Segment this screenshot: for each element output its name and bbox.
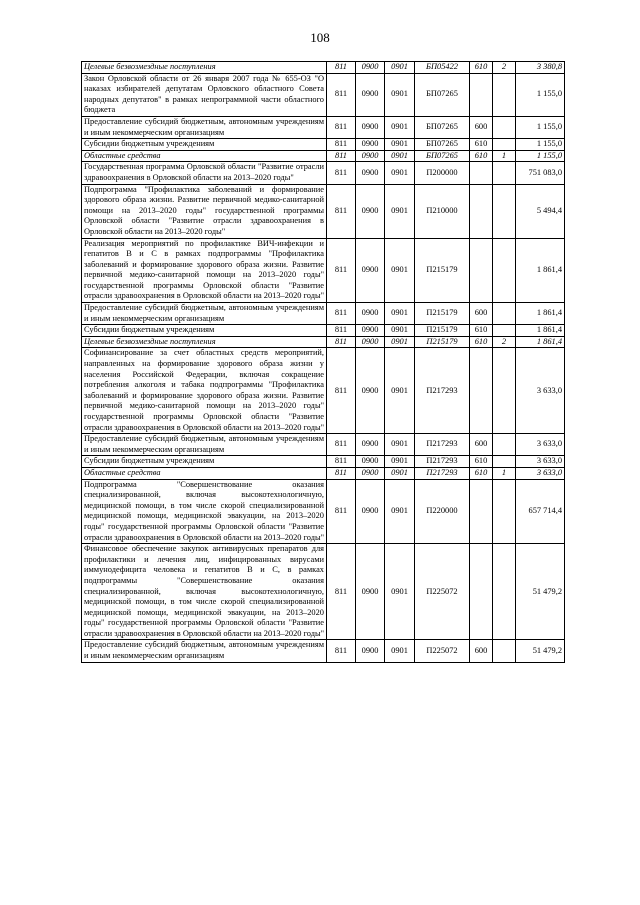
row-target-article: БП07265 [415, 150, 470, 162]
row-target-article: П215179 [415, 303, 470, 325]
row-name: Закон Орловской области от 26 января 2007 года № 655-ОЗ "О наказах избирателей депутатам Орловского областного Совета народных депутатов" в рамках непрограммной части областного бюджета [82, 73, 327, 116]
row-amount: 1 861,4 [516, 238, 565, 303]
row-grbs: 811 [327, 150, 356, 162]
row-section: 0900 [356, 325, 385, 337]
row-expense-type [470, 73, 493, 116]
row-target-article: П215179 [415, 238, 470, 303]
row-expense-type: 600 [470, 303, 493, 325]
row-section: 0900 [356, 184, 385, 238]
row-subsection: 0901 [385, 434, 415, 456]
row-amount: 657 714,4 [516, 479, 565, 544]
row-section: 0900 [356, 544, 385, 640]
row-subsection: 0901 [385, 116, 415, 138]
row-amount: 1 861,4 [516, 336, 565, 348]
row-subsection: 0901 [385, 184, 415, 238]
row-amount: 1 861,4 [516, 303, 565, 325]
row-expense-type: 610 [470, 325, 493, 337]
row-expense-type [470, 184, 493, 238]
table-row [82, 325, 565, 337]
row-subsection: 0901 [385, 544, 415, 640]
budget-table [81, 61, 565, 663]
row-funding-source [493, 162, 516, 184]
row-target-article: П217293 [415, 348, 470, 434]
row-name: Реализация мероприятий по профилактике ВИЧ-инфекции и гепатитов В и С в рамках подпрограммы "Профилактика заболеваний и формирование здорового образа жизни. Развитие первичной медико-санитарной помощи на 2013–2020 годы" государственной программы Орловской области "Развитие отрасли здравоохранения в Орловской области на 2013–2020 годы" [82, 238, 327, 303]
row-amount: 1 861,4 [516, 325, 565, 337]
row-subsection: 0901 [385, 238, 415, 303]
row-target-article: П217293 [415, 467, 470, 479]
row-section: 0900 [356, 456, 385, 468]
row-name: Предоставление субсидий бюджетным, автономным учреждениям и иным некоммерческим организациям [82, 303, 327, 325]
row-funding-source [493, 303, 516, 325]
row-expense-type [470, 348, 493, 434]
table-row [82, 348, 565, 434]
row-grbs: 811 [327, 434, 356, 456]
row-target-article: П220000 [415, 479, 470, 544]
table-row [82, 150, 565, 162]
table-row [82, 62, 565, 74]
row-grbs: 811 [327, 640, 356, 662]
row-name: Предоставление субсидий бюджетным, автономным учреждениям и иным некоммерческим организациям [82, 434, 327, 456]
row-amount: 51 479,2 [516, 640, 565, 662]
row-amount: 751 083,0 [516, 162, 565, 184]
row-name: Субсидии бюджетным учреждениям [82, 325, 327, 337]
row-name: Предоставление субсидий бюджетным, автономным учреждениям и иным некоммерческим организациям [82, 116, 327, 138]
row-funding-source [493, 434, 516, 456]
row-amount: 1 155,0 [516, 139, 565, 151]
row-name: Областные средства [82, 150, 327, 162]
row-grbs: 811 [327, 336, 356, 348]
table-row [82, 184, 565, 238]
table-row [82, 303, 565, 325]
row-section: 0900 [356, 348, 385, 434]
row-funding-source [493, 640, 516, 662]
row-name: Финансовое обеспечение закупок антивирусных препаратов для профилактики и лечения лиц, инфицированных вирусами иммунодефицита человека и гепатитов В и С, в рамках подпрограммы "Совершенствование оказания специализированной, включая высокотехнологичную, медицинской помощи, в том числе скорой специализированной медицинской помощи, медицинской эвакуации, на 2013–2020 годы" государственной программы Орловской области "Развитие отрасли здравоохранения в Орловской области на 2013–2020 годы" [82, 544, 327, 640]
row-target-article: П225072 [415, 544, 470, 640]
row-subsection: 0901 [385, 336, 415, 348]
row-amount: 1 155,0 [516, 116, 565, 138]
row-section: 0900 [356, 139, 385, 151]
row-target-article: П200000 [415, 162, 470, 184]
row-funding-source [493, 184, 516, 238]
row-expense-type: 600 [470, 116, 493, 138]
row-target-article: П210000 [415, 184, 470, 238]
row-subsection: 0901 [385, 640, 415, 662]
table-row [82, 479, 565, 544]
row-section: 0900 [356, 479, 385, 544]
row-expense-type: 610 [470, 150, 493, 162]
row-amount: 5 494,4 [516, 184, 565, 238]
row-expense-type: 610 [470, 336, 493, 348]
row-funding-source [493, 139, 516, 151]
row-name: Областные средства [82, 467, 327, 479]
row-expense-type: 610 [470, 62, 493, 74]
row-grbs: 811 [327, 544, 356, 640]
row-funding-source: 1 [493, 467, 516, 479]
row-target-article: П215179 [415, 336, 470, 348]
row-name: Субсидии бюджетным учреждениям [82, 456, 327, 468]
row-section: 0900 [356, 434, 385, 456]
row-name: Государственная программа Орловской области "Развитие отрасли здравоохранения в Орловской области на 2013–2020 годы" [82, 162, 327, 184]
row-target-article: БП05422 [415, 62, 470, 74]
row-amount: 3 633,0 [516, 467, 565, 479]
row-subsection: 0901 [385, 139, 415, 151]
row-target-article: П215179 [415, 325, 470, 337]
row-grbs: 811 [327, 479, 356, 544]
row-name: Подпрограмма "Профилактика заболеваний и формирование здорового образа жизни. Развитие первичной медико-санитарной помощи на 2013–2020 годы" государственной программы Орловской области "Развитие отрасли здравоохранения в Орловской области на 2013–2020 годы" [82, 184, 327, 238]
row-funding-source [493, 456, 516, 468]
row-subsection: 0901 [385, 303, 415, 325]
row-grbs: 811 [327, 62, 356, 74]
table-row [82, 116, 565, 138]
row-grbs: 811 [327, 162, 356, 184]
row-amount: 3 633,0 [516, 348, 565, 434]
row-grbs: 811 [327, 73, 356, 116]
row-section: 0900 [356, 150, 385, 162]
row-target-article: П217293 [415, 434, 470, 456]
table-row [82, 434, 565, 456]
row-name: Целевые безвозмездные поступления [82, 336, 327, 348]
row-section: 0900 [356, 336, 385, 348]
row-section: 0900 [356, 62, 385, 74]
table-row [82, 139, 565, 151]
table-row [82, 544, 565, 640]
row-amount: 1 155,0 [516, 150, 565, 162]
row-expense-type [470, 162, 493, 184]
table-row [82, 456, 565, 468]
row-subsection: 0901 [385, 150, 415, 162]
table-row [82, 162, 565, 184]
row-grbs: 811 [327, 139, 356, 151]
row-expense-type [470, 479, 493, 544]
row-funding-source [493, 348, 516, 434]
row-expense-type [470, 544, 493, 640]
row-grbs: 811 [327, 238, 356, 303]
row-name: Субсидии бюджетным учреждениям [82, 139, 327, 151]
row-expense-type: 610 [470, 456, 493, 468]
row-name: Подпрограмма "Совершенствование оказания специализированной, включая высокотехнологичную, медицинской помощи, в том числе скорой специализированной медицинской помощи, медицинской эвакуации, на 2013–2020 годы" государственной программы Орловской области "Развитие отрасли здравоохранения в Орловской области на 2013–2020 годы" [82, 479, 327, 544]
row-section: 0900 [356, 73, 385, 116]
row-funding-source [493, 73, 516, 116]
row-target-article: П217293 [415, 456, 470, 468]
row-expense-type: 600 [470, 640, 493, 662]
row-funding-source [493, 544, 516, 640]
row-grbs: 811 [327, 348, 356, 434]
row-target-article: БП07265 [415, 116, 470, 138]
row-name: Предоставление субсидий бюджетным, автономным учреждениям и иным некоммерческим организациям [82, 640, 327, 662]
row-amount: 3 633,0 [516, 434, 565, 456]
row-grbs: 811 [327, 303, 356, 325]
row-expense-type [470, 238, 493, 303]
row-funding-source: 2 [493, 336, 516, 348]
row-section: 0900 [356, 116, 385, 138]
row-funding-source [493, 116, 516, 138]
row-section: 0900 [356, 162, 385, 184]
row-name: Целевые безвозмездные поступления [82, 62, 327, 74]
row-section: 0900 [356, 640, 385, 662]
row-section: 0900 [356, 238, 385, 303]
row-funding-source [493, 238, 516, 303]
table-row [82, 467, 565, 479]
row-subsection: 0901 [385, 467, 415, 479]
row-grbs: 811 [327, 184, 356, 238]
row-target-article: БП07265 [415, 139, 470, 151]
row-expense-type: 610 [470, 139, 493, 151]
row-funding-source [493, 479, 516, 544]
row-amount: 51 479,2 [516, 544, 565, 640]
row-amount: 1 155,0 [516, 73, 565, 116]
page-number: 108 [310, 30, 330, 45]
table-row [82, 73, 565, 116]
row-target-article: П225072 [415, 640, 470, 662]
row-section: 0900 [356, 467, 385, 479]
row-amount: 3 380,8 [516, 62, 565, 74]
table-row [82, 238, 565, 303]
row-grbs: 811 [327, 456, 356, 468]
row-amount: 3 633,0 [516, 456, 565, 468]
table-row [82, 336, 565, 348]
row-grbs: 811 [327, 467, 356, 479]
row-subsection: 0901 [385, 456, 415, 468]
row-funding-source: 2 [493, 62, 516, 74]
table-body [82, 62, 565, 663]
row-subsection: 0901 [385, 62, 415, 74]
row-subsection: 0901 [385, 73, 415, 116]
row-funding-source [493, 325, 516, 337]
row-name: Софинансирование за счет областных средств мероприятий, направленных на формирование здорового образа жизни у населения Российской Федерации, включая сокращение потребления алкоголя и табака подпрограммы "Профилактика заболеваний и формирование здорового образа жизни. Развитие первичной медико-санитарной помощи на 2013–2020 годы" государственной программы Орловской области "Развитие отрасли здравоохранения в Орловской области на 2013–2020 годы" [82, 348, 327, 434]
row-grbs: 811 [327, 325, 356, 337]
row-section: 0900 [356, 303, 385, 325]
row-expense-type: 610 [470, 467, 493, 479]
row-subsection: 0901 [385, 348, 415, 434]
row-grbs: 811 [327, 116, 356, 138]
table-row [82, 640, 565, 662]
row-funding-source: 1 [493, 150, 516, 162]
row-subsection: 0901 [385, 479, 415, 544]
row-target-article: БП07265 [415, 73, 470, 116]
row-subsection: 0901 [385, 325, 415, 337]
row-expense-type: 600 [470, 434, 493, 456]
row-subsection: 0901 [385, 162, 415, 184]
